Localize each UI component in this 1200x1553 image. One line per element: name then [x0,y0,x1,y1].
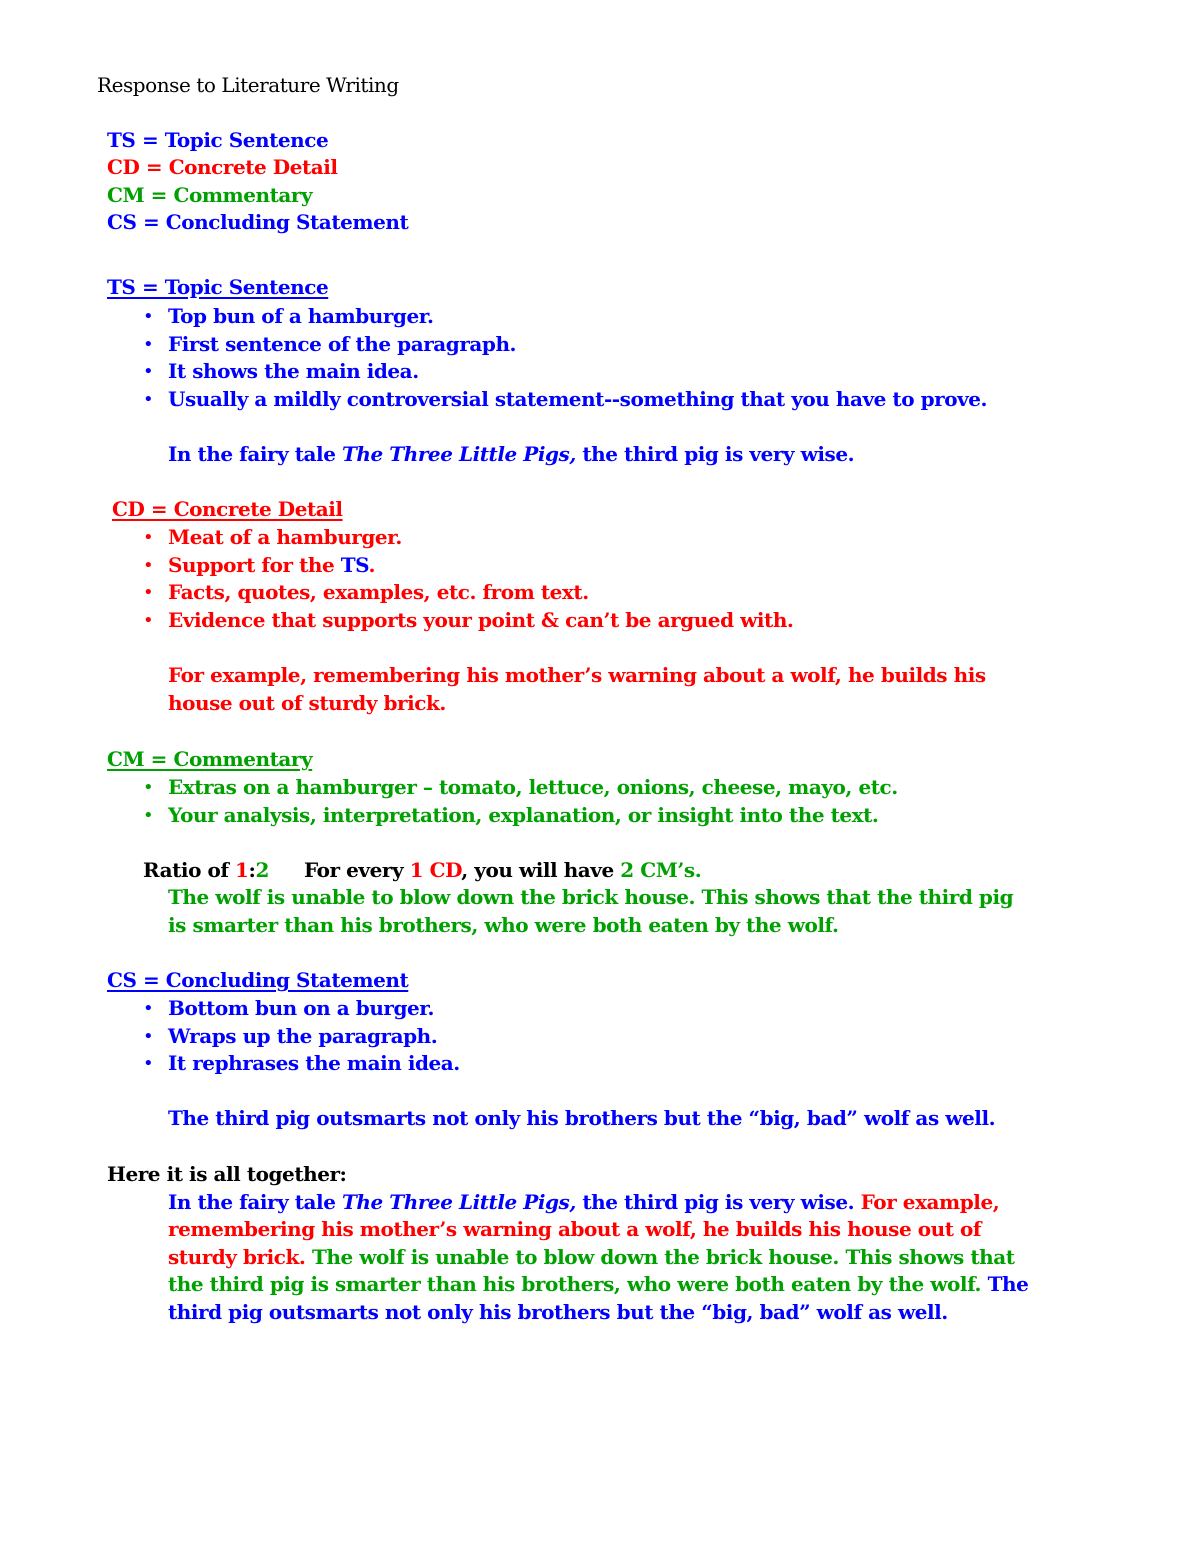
cd-example-line2: house out of sturdy brick. [168,691,446,715]
together-heading: Here it is all together: [107,1162,347,1186]
ts-abbrev: TS [340,552,369,577]
ratio-label: Ratio of 1:2 [143,858,269,882]
bullet-icon: • [143,306,154,327]
together-line2: remembering his mother’s warning about a wolf, he builds his house out of [168,1217,982,1241]
ratio-explanation: For every 1 CD, you will have 2 CM’s. [304,858,702,882]
cd-heading: CD = Concrete Detail [112,497,343,521]
bullet-icon: • [143,333,154,355]
book-title: The Three Little Pigs, [342,442,576,466]
ts-heading: TS = Topic Sentence [107,275,329,299]
cs-heading: CS = Concluding Statement [107,968,409,992]
cd-example-line1: For example, remembering his mother’s warning about a wolf, he builds his [168,663,986,687]
legend-cs: CS = Concluding Statement [107,210,409,234]
document-page: Response to Literature Writing TS = Topic Sentence CD = Concrete Detail CM = Commentary CS = Concluding Statement TS = Topic Sentence • Top bun of a hamburger. • First sentence of the paragraph. • It shows the main idea. • Usually a mildly controversial statement--something that you have to prove. In the fairy tale The Three Little Pigs, the third pig is very wise. CD = Concrete Detail • Meat of a hamburger. • Support for the TS. • Facts, quotes, examples, etc. from text. • Evidence that supports your point & can’t be argued with. For example, remembering his mother’s warning about a wolf, he builds his house out of sturdy brick. CM = Commentary • Extras on a hamburger – tomato, lettuce, onions, cheese, mayo, etc. • Your analysis, interpretation, explanation, or insight into the text. Ratio of 1:2 For every 1 CD, you will have 2 CM’s. The wolf is unable to blow down the brick house. This shows that the third pig is smarter than his brothers, who were both eaten by the wolf. CS = Concluding Statement • Bottom bun on a burger. • Wraps up the paragraph. • It rephrases the main idea. The third pig outsmarts not only his brothers but the “big, bad” wolf as well. Here it is all together: In the fairy tale The Three Little Pigs, the third pig is very wise. For example, remembering his mother’s warning about a wolf, he builds his house out of sturdy brick. The wolf is unable to blow down the brick house. This shows that the third pig is smarter than his brothers, who were both eaten by the wolf. The third pig outsmarts not only his brothers but the “big, bad” wolf as well. [0,0,1200,1553]
bullet-icon: • [143,777,154,798]
cm-heading: CM = Commentary [107,747,313,771]
cm-example-line1: The wolf is unable to blow down the brick house. This shows that the third pig [168,885,1014,909]
together-line5: third pig outsmarts not only his brothers but the “big, bad” wolf as well. [168,1300,948,1324]
ts-example: In the fairy tale The Three Little Pigs, the third pig is very wise. [168,442,855,466]
cs-example: The third pig outsmarts not only his brothers but the “big, bad” wolf as well. [168,1106,996,1130]
bullet-icon: • [143,1053,154,1074]
legend-cm: CM = Commentary [107,183,313,207]
document-title: Response to Literature Writing [97,73,399,97]
bullet-icon: • [143,554,154,576]
bullet-icon: • [143,998,154,1019]
together-line4: the third pig is smarter than his brothers, who were both eaten by the wolf. The [168,1272,1029,1296]
bullet-icon: • [143,361,154,382]
bullet-icon: • [143,388,154,410]
legend-ts: TS = Topic Sentence [107,128,329,152]
bullet-icon: • [143,1025,154,1047]
together-line1: In the fairy tale The Three Little Pigs, the third pig is very wise. For example, [168,1190,1000,1214]
book-title: The Three Little Pigs, [342,1190,576,1214]
bullet-icon: • [143,582,154,603]
cm-example-line2: is smarter than his brothers, who were both eaten by the wolf. [168,913,839,937]
bullet-icon: • [143,527,154,548]
together-line3: sturdy brick. The wolf is unable to blow down the brick house. This shows that [168,1245,1015,1269]
bullet-icon: • [143,804,154,826]
legend-cd: CD = Concrete Detail [107,155,338,179]
bullet-icon: • [143,609,154,631]
